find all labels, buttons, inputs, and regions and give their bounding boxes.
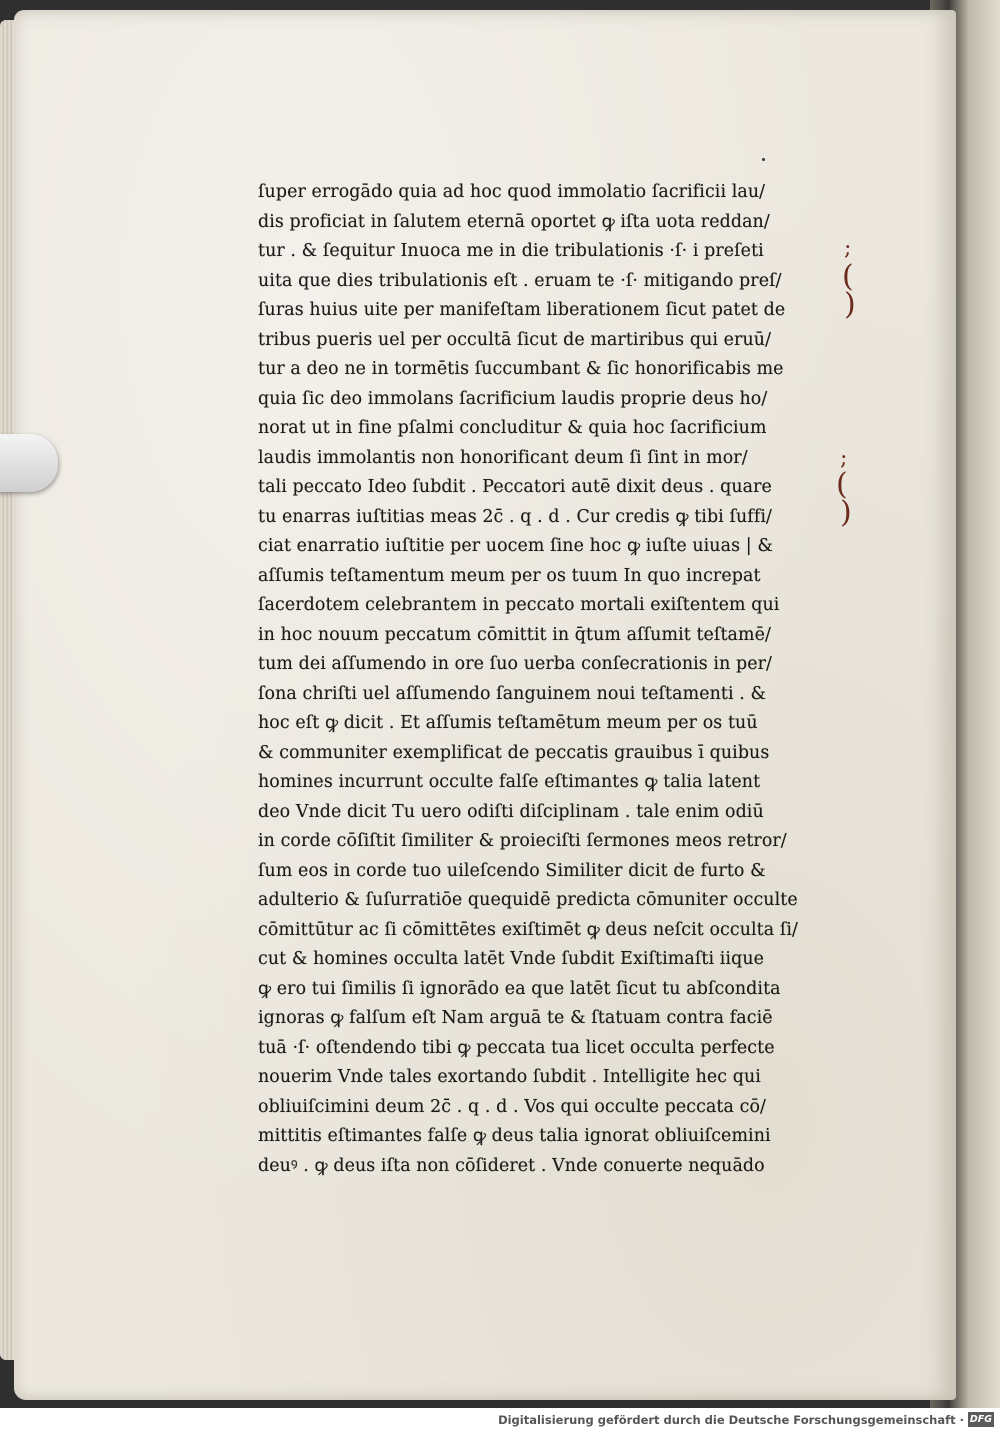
text-line: dis proficiat in ſalutem eternā oportet ꝙ iſta uota reddan/ [258, 211, 770, 232]
text-line: & communiter exemplificat de peccatis grauibus ī quibus [258, 742, 770, 763]
text-line: cōmittūtur ac ſi cōmittētes exiſtimēt ꝙ deus neſcit occulta ſi/ [258, 919, 799, 940]
text-line: ſacerdotem celebrantem in peccato mortali exiſtentem qui [258, 595, 780, 615]
text-line: quia ſic deo immolans ſacrificium laudis proprie deus ho/ [258, 388, 768, 409]
text-line: tur . & ſequitur Inuoca me in die tribulationis ·ſ· i preſeti [258, 241, 764, 261]
text-line: homines incurrunt occulte falſe eſtimantes ꝙ talia latent [258, 772, 761, 792]
text-line: mittitis eſtimantes falſe ꝙ deus talia ignorat obliuiſcemini [258, 1126, 771, 1146]
funding-credit: Digitalisierung gefördert durch die Deutsche Forschungsgemeinschaft · [498, 1413, 964, 1427]
text-line: ſum eos in corde tuo uileſcendo Similiter dicit de furto & [258, 860, 766, 881]
text-line: hoc eſt ꝙ dicit . Et aſſumis teſtamētum meum per os tuū [258, 713, 758, 733]
dfg-logo: DFG [969, 1414, 993, 1425]
text-line: tum dei aſſumendo in ore ſuo uerba conſecrationis in per/ [258, 654, 773, 674]
text-column [258, 178, 858, 1181]
text-line: tu enarras iuſtitias meas 2c̄ . q . d . Cur credis ꝙ tibi ſuffi/ [258, 506, 772, 527]
text-line: ſuras huius uite per manifeſtam liberationem ſicut patet de [258, 300, 786, 320]
text-line: adulterio & ſuſurratiōe quequidē predicta cōmuniter occulte [258, 890, 798, 910]
text-line: tuā ·ſ· oſtendendo tibi ꝙ peccata tua licet occulta perfecte [258, 1037, 775, 1058]
ink-dot [762, 158, 765, 161]
footer-bar [0, 1408, 1000, 1433]
marginal-mark: ; [844, 236, 852, 261]
text-line: aſſumis teſtamentum meum per os tuum In quo increpat [258, 565, 761, 586]
marginal-bracket-close: ) [844, 287, 856, 322]
text-line: in corde cōſiſtit ſimiliter & proieciſti ſermones meos retror/ [258, 831, 787, 851]
text-line: uita que dies tribulationis eſt . eruam te ·ſ· mitigando preſ/ [258, 270, 782, 291]
text-line: in hoc nouum peccatum cōmittit in q̄tum aſſumit teſtamē/ [258, 624, 771, 645]
marginal-mark: ; [840, 446, 848, 471]
text-line: tribus pueris uel per occultā ſicut de martiribus qui eruū/ [258, 329, 772, 350]
text-line: ignoras ꝙ falſum eſt Nam arguā te & ſtatuam contra faciē [258, 1008, 773, 1028]
text-line: nouerim Vnde tales exortando ſubdit . Intelligite hec qui [258, 1067, 761, 1087]
page-clip [0, 434, 58, 492]
text-line: deuꝰ . ꝙ deus iſta non cōſideret . Vnde conuerte nequādo [258, 1155, 765, 1176]
text-line: ſona chriſti uel aſſumendo ſanguinem noui teſtamenti . & [258, 683, 767, 704]
marginal-bracket-close: ) [840, 495, 852, 530]
text-line: tur a deo ne in tormētis ſuccumbant & ſic honorificabis me [258, 359, 784, 379]
text-line: deo Vnde dicit Tu uero odiſti diſciplinam . tale enim odiū [258, 801, 764, 822]
text-line: norat ut in fine pſalmi concluditur & quia hoc ſacrificium [258, 418, 767, 438]
text-line: ꝙ ero tui ſimilis ſi ignorādo ea que latēt ſicut tu abſcondita [258, 978, 781, 999]
marginal-bracket-open: ( [842, 259, 854, 294]
marginal-bracket-open: ( [836, 467, 848, 502]
text-line: obliuiſcimini deum 2c̄ . q . d . Vos qui occulte peccata cō/ [258, 1096, 766, 1117]
text-line: tali peccato Ideo ſubdit . Peccatori autē dixit deus . quare [258, 477, 772, 497]
text-line: cut & homines occulta latēt Vnde ſubdit Exiſtimaſti iique [258, 949, 765, 969]
text-line: ciat enarratio iuſtitie per uocem ſine hoc ꝙ iuſte uiuas | & [258, 536, 773, 556]
text-line: laudis immolantis non honorificant deum ſi ſint in mor/ [258, 447, 748, 468]
text-line: ſuper errogādo quia ad hoc quod immolatio ſacrificii lau/ [258, 182, 766, 202]
